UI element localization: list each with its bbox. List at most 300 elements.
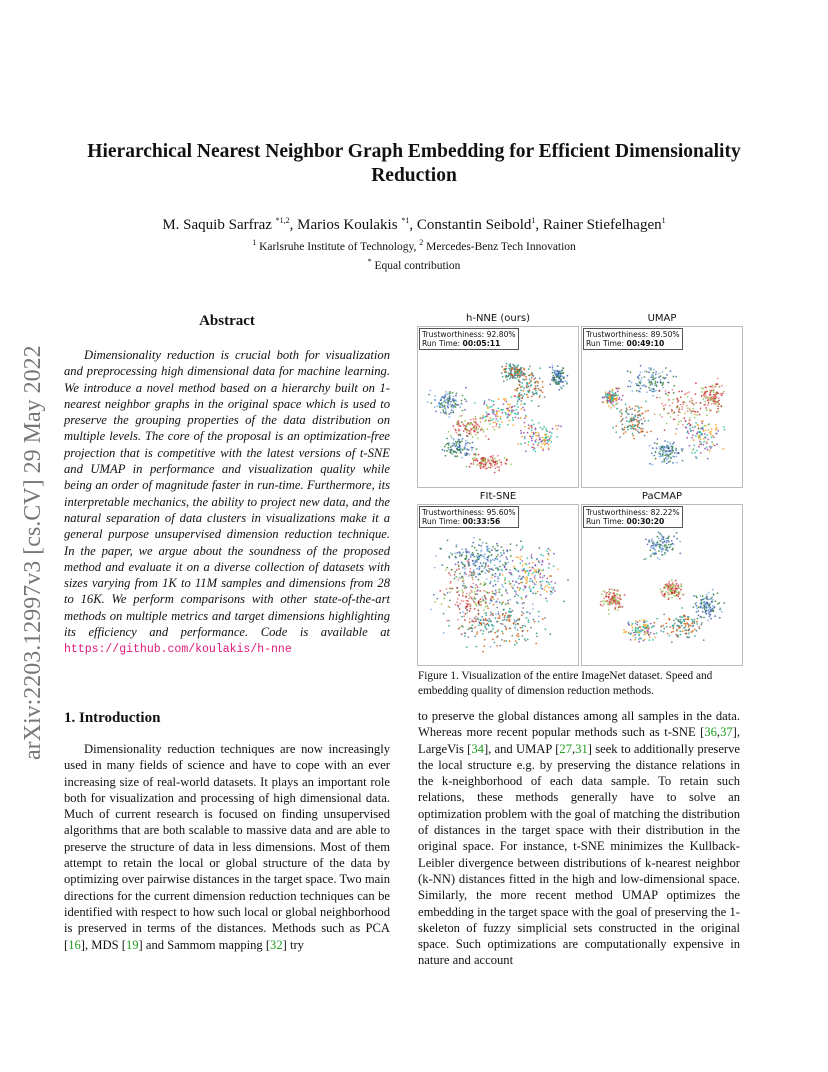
scatter-point: [639, 383, 641, 385]
scatter-point: [549, 633, 551, 635]
scatter-point: [658, 550, 660, 552]
stats-box: [583, 506, 683, 528]
scatter-point: [669, 451, 671, 453]
scatter-point: [492, 574, 494, 576]
scatter-point: [489, 646, 491, 648]
scatter-point: [709, 446, 711, 448]
scatter-point: [470, 431, 472, 433]
scatter-point: [680, 396, 682, 398]
scatter-point: [544, 396, 546, 398]
scatter-point: [652, 379, 654, 381]
scatter-point: [536, 581, 538, 583]
scatter-point: [477, 631, 479, 633]
scatter-point: [610, 407, 612, 409]
scatter-point: [526, 611, 528, 613]
scatter-point: [653, 625, 655, 627]
scatter-point: [703, 441, 705, 443]
scatter-point: [487, 560, 489, 562]
scatter-point: [551, 379, 553, 381]
scatter-point: [525, 640, 527, 642]
scatter-point: [663, 405, 665, 407]
scatter-point: [443, 398, 445, 400]
scatter-point: [448, 431, 450, 433]
scatter-point: [441, 404, 443, 406]
scatter-point: [628, 621, 630, 623]
scatter-point: [636, 425, 638, 427]
scatter-point: [487, 413, 489, 415]
scatter-point: [482, 564, 484, 566]
scatter-point: [507, 562, 509, 564]
scatter-point: [630, 639, 632, 641]
scatter-point: [707, 439, 709, 441]
scatter-point: [531, 420, 533, 422]
scatter-point: [512, 417, 514, 419]
scatter-point: [645, 624, 647, 626]
scatter-point: [635, 416, 637, 418]
scatter-point: [472, 442, 474, 444]
scatter-point: [649, 382, 651, 384]
scatter-point: [605, 393, 607, 395]
scatter-point: [715, 600, 717, 602]
scatter-point: [496, 558, 498, 560]
scatter-point: [702, 611, 704, 613]
scatter-point: [518, 570, 520, 572]
scatter-point: [717, 402, 719, 404]
scatter-point: [545, 598, 547, 600]
code-link[interactable]: https://github.com/koulakis/h-nne: [64, 643, 292, 657]
scatter-point: [622, 395, 624, 397]
scatter-point: [694, 426, 696, 428]
scatter-point: [638, 414, 640, 416]
scatter-point: [461, 625, 463, 627]
scatter-point: [693, 439, 695, 441]
scatter-point: [448, 625, 450, 627]
scatter-point: [491, 406, 493, 408]
scatter-point: [491, 419, 493, 421]
scatter-point: [459, 603, 461, 605]
scatter-point: [707, 458, 709, 460]
scatter-point: [659, 546, 661, 548]
scatter-point: [711, 400, 713, 402]
scatter-point: [639, 637, 641, 639]
scatter-point: [467, 600, 469, 602]
scatter-point: [510, 543, 512, 545]
scatter-point: [493, 560, 495, 562]
scatter-point: [684, 413, 686, 415]
scatter-point: [615, 425, 617, 427]
scatter-point: [522, 395, 524, 397]
scatter-plot: [418, 327, 578, 487]
scatter-point: [509, 640, 511, 642]
scatter-point: [672, 455, 674, 457]
scatter-point: [628, 421, 630, 423]
scatter-point: [715, 397, 717, 399]
scatter-point: [679, 616, 681, 618]
scatter-point: [508, 603, 510, 605]
scatter-point: [476, 593, 478, 595]
equal-contribution-text: Equal contribution: [374, 260, 461, 272]
scatter-point: [458, 551, 460, 553]
scatter-point: [614, 607, 616, 609]
scatter-point: [698, 615, 700, 617]
scatter-point: [557, 365, 559, 367]
scatter-point: [538, 621, 540, 623]
scatter-point: [544, 617, 546, 619]
scatter-point: [475, 620, 477, 622]
scatter-point: [676, 538, 678, 540]
scatter-point: [457, 579, 459, 581]
scatter-point: [685, 625, 687, 627]
scatter-point: [518, 381, 520, 383]
scatter-point: [562, 372, 564, 374]
citation-link[interactable]: 31: [575, 741, 588, 756]
citation-link[interactable]: 36: [704, 725, 717, 740]
scatter-point: [649, 445, 651, 447]
scatter-point: [549, 366, 551, 368]
scatter-point: [538, 422, 540, 424]
scatter-point: [677, 424, 679, 426]
scatter-point: [707, 396, 709, 398]
scatter-point: [567, 579, 569, 581]
scatter-point: [442, 409, 444, 411]
scatter-point: [472, 552, 474, 554]
scatter-point: [481, 427, 483, 429]
scatter-point: [630, 409, 632, 411]
scatter-point: [489, 548, 491, 550]
scatter-point: [488, 621, 490, 623]
scatter-point: [433, 594, 435, 596]
scatter-point: [553, 565, 555, 567]
scatter-point: [473, 569, 475, 571]
scatter-point: [695, 435, 697, 437]
scatter-point: [642, 413, 644, 415]
scatter-point: [474, 593, 476, 595]
scatter-point: [605, 391, 607, 393]
scatter-point: [515, 593, 517, 595]
scatter-point: [660, 630, 662, 632]
scatter-point: [563, 600, 565, 602]
scatter-point: [520, 587, 522, 589]
scatter-point: [511, 396, 513, 398]
scatter-point: [461, 403, 463, 405]
scatter-plot: [418, 505, 578, 665]
scatter-point: [455, 604, 457, 606]
scatter-point: [609, 392, 611, 394]
scatter-point: [634, 428, 636, 430]
scatter-point: [700, 606, 702, 608]
scatter-point: [631, 390, 633, 392]
scatter-point: [533, 583, 535, 585]
scatter-point: [612, 596, 614, 598]
scatter-point: [607, 392, 609, 394]
scatter-point: [662, 545, 664, 547]
scatter-point: [469, 592, 471, 594]
scatter-point: [503, 609, 505, 611]
scatter-point: [622, 606, 624, 608]
scatter-point: [491, 577, 493, 579]
scatter-point: [457, 561, 459, 563]
scatter-point: [484, 595, 486, 597]
scatter-point: [501, 421, 503, 423]
scatter-point: [487, 624, 489, 626]
scatter-point: [712, 599, 714, 601]
scatter-point: [656, 397, 658, 399]
scatter-point: [711, 596, 713, 598]
panel-label: FIt-SNE: [479, 491, 517, 502]
scatter-point: [531, 554, 533, 556]
scatter-point: [647, 410, 649, 412]
scatter-point: [654, 384, 656, 386]
scatter-point: [662, 625, 664, 627]
scatter-point: [670, 446, 672, 448]
scatter-point: [653, 369, 655, 371]
scatter-point: [667, 550, 669, 552]
scatter-point: [628, 632, 630, 634]
scatter-point: [521, 630, 523, 632]
scatter-point: [490, 612, 492, 614]
scatter-point: [450, 412, 452, 414]
scatter-point: [692, 620, 694, 622]
scatter-point: [538, 568, 540, 570]
scatter-point: [668, 598, 670, 600]
scatter-point: [538, 611, 540, 613]
scatter-point: [663, 595, 665, 597]
scatter-point: [620, 415, 622, 417]
scatter-point: [677, 595, 679, 597]
scatter-point: [485, 468, 487, 470]
scatter-point: [434, 395, 436, 397]
scatter-point: [605, 594, 607, 596]
scatter-point: [520, 373, 522, 375]
scatter-point: [485, 598, 487, 600]
scatter-point: [445, 444, 447, 446]
scatter-point: [511, 412, 513, 414]
scatter-point: [470, 608, 472, 610]
scatter-point: [562, 381, 564, 383]
scatter-point: [536, 558, 538, 560]
scatter-point: [492, 546, 494, 548]
scatter-point: [518, 417, 520, 419]
scatter-point: [535, 643, 537, 645]
citation-link[interactable]: 32: [270, 937, 283, 952]
scatter-point: [693, 448, 695, 450]
scatter-point: [532, 608, 534, 610]
scatter-point: [721, 395, 723, 397]
scatter-point: [495, 550, 497, 552]
scatter-point: [617, 387, 619, 389]
scatter-point: [546, 550, 548, 552]
scatter-point: [516, 635, 518, 637]
citation-link[interactable]: 27: [559, 741, 572, 756]
scatter-point: [709, 614, 711, 616]
scatter-point: [473, 601, 475, 603]
scatter-point: [674, 419, 676, 421]
scatter-point: [700, 604, 702, 606]
scatter-point: [527, 578, 529, 580]
scatter-point: [518, 578, 520, 580]
citation-link[interactable]: 19: [125, 937, 139, 952]
scatter-point: [706, 409, 708, 411]
scatter-point: [667, 633, 669, 635]
scatter-point: [469, 466, 471, 468]
scatter-point: [463, 615, 465, 617]
scatter-point: [475, 619, 477, 621]
scatter-point: [655, 374, 657, 376]
scatter-point: [626, 420, 628, 422]
scatter-point: [637, 629, 639, 631]
scatter-point: [465, 445, 467, 447]
citation-link[interactable]: 16: [68, 937, 81, 952]
scatter-point: [542, 381, 544, 383]
scatter-point: [674, 411, 676, 413]
scatter-point: [473, 430, 475, 432]
scatter-point: [651, 545, 653, 547]
citation-link[interactable]: 34: [471, 741, 484, 756]
scatter-point: [694, 452, 696, 454]
scatter-point: [637, 406, 639, 408]
scatter-point: [614, 393, 616, 395]
scatter-point: [455, 399, 457, 401]
scatter-point: [706, 596, 708, 598]
scatter-point: [659, 451, 661, 453]
scatter-point: [716, 411, 718, 413]
scatter-point: [448, 442, 450, 444]
scatter-point: [637, 385, 639, 387]
scatter-point: [658, 532, 660, 534]
scatter-point: [621, 399, 623, 401]
scatter-point: [479, 462, 481, 464]
scatter-point: [705, 404, 707, 406]
scatter-point: [457, 605, 459, 607]
scatter-point: [471, 630, 473, 632]
scatter-point: [704, 401, 706, 403]
scatter-point: [539, 439, 541, 441]
scatter-point: [611, 588, 613, 590]
scatter-point: [678, 587, 680, 589]
scatter-point: [511, 368, 513, 370]
scatter-point: [472, 428, 474, 430]
scatter-point: [501, 594, 503, 596]
scatter-point: [640, 388, 642, 390]
scatter-point: [715, 395, 717, 397]
scatter-point: [496, 607, 498, 609]
scatter-point: [485, 572, 487, 574]
scatter-point: [430, 402, 432, 404]
scatter-point: [444, 405, 446, 407]
scatter-point: [671, 579, 673, 581]
scatter-point: [530, 384, 532, 386]
scatter-point: [707, 449, 709, 451]
scatter-point: [632, 435, 634, 437]
scatter-point: [700, 444, 702, 446]
scatter-point: [664, 593, 666, 595]
scatter-point: [533, 375, 535, 377]
scatter-point: [611, 391, 613, 393]
scatter-point: [498, 410, 500, 412]
scatter-point: [445, 393, 447, 395]
scatter-point: [603, 603, 605, 605]
scatter-point: [644, 620, 646, 622]
scatter-point: [515, 569, 517, 571]
scatter-point: [468, 449, 470, 451]
scatter-point: [494, 422, 496, 424]
scatter-point: [697, 618, 699, 620]
scatter-point: [531, 440, 533, 442]
scatter-point: [498, 589, 500, 591]
scatter-point: [671, 597, 673, 599]
scatter-point: [662, 383, 664, 385]
scatter-point: [495, 617, 497, 619]
scatter-point: [524, 438, 526, 440]
scatter-point: [542, 443, 544, 445]
scatter-point: [676, 532, 678, 534]
scatter-point: [470, 556, 472, 558]
scatter-point: [645, 539, 647, 541]
scatter-point: [503, 550, 505, 552]
scatter-point: [485, 562, 487, 564]
scatter-point: [668, 455, 670, 457]
scatter-point: [709, 398, 711, 400]
scatter-point: [704, 608, 706, 610]
scatter-point: [706, 607, 708, 609]
scatter-point: [461, 422, 463, 424]
scatter-point: [665, 446, 667, 448]
scatter-point: [721, 611, 723, 613]
scatter-point: [475, 576, 477, 578]
scatter-point: [667, 395, 669, 397]
scatter-point: [553, 553, 555, 555]
scatter-point: [651, 626, 653, 628]
scatter-point: [514, 596, 516, 598]
scatter-point: [445, 413, 447, 415]
scatter-point: [510, 366, 512, 368]
scatter-point: [642, 630, 644, 632]
scatter-point: [662, 536, 664, 538]
scatter-point: [522, 565, 524, 567]
scatter-point: [627, 413, 629, 415]
scatter-point: [493, 404, 495, 406]
scatter-point: [428, 394, 430, 396]
scatter-point: [492, 413, 494, 415]
scatter-point: [679, 541, 681, 543]
scatter-point: [643, 624, 645, 626]
scatter-point: [701, 622, 703, 624]
scatter-point: [615, 403, 617, 405]
citation-link[interactable]: 37: [720, 725, 733, 740]
scatter-point: [454, 578, 456, 580]
scatter-point: [498, 578, 500, 580]
scatter-point: [704, 606, 706, 608]
scatter-point: [704, 448, 706, 450]
scatter-point: [647, 379, 649, 381]
scatter-point: [479, 539, 481, 541]
scatter-point: [666, 626, 668, 628]
scatter-point: [678, 391, 680, 393]
scatter-point: [665, 585, 667, 587]
scatter-point: [520, 403, 522, 405]
scatter-point: [435, 555, 437, 557]
scatter-point: [512, 424, 514, 426]
scatter-point: [476, 633, 478, 635]
scatter-point: [481, 549, 483, 551]
scatter-point: [488, 413, 490, 415]
scatter-point: [552, 365, 554, 367]
scatter-point: [521, 436, 523, 438]
scatter-point: [523, 387, 525, 389]
scatter-point: [665, 538, 667, 540]
scatter-point: [659, 453, 661, 455]
scatter-point: [702, 599, 704, 601]
